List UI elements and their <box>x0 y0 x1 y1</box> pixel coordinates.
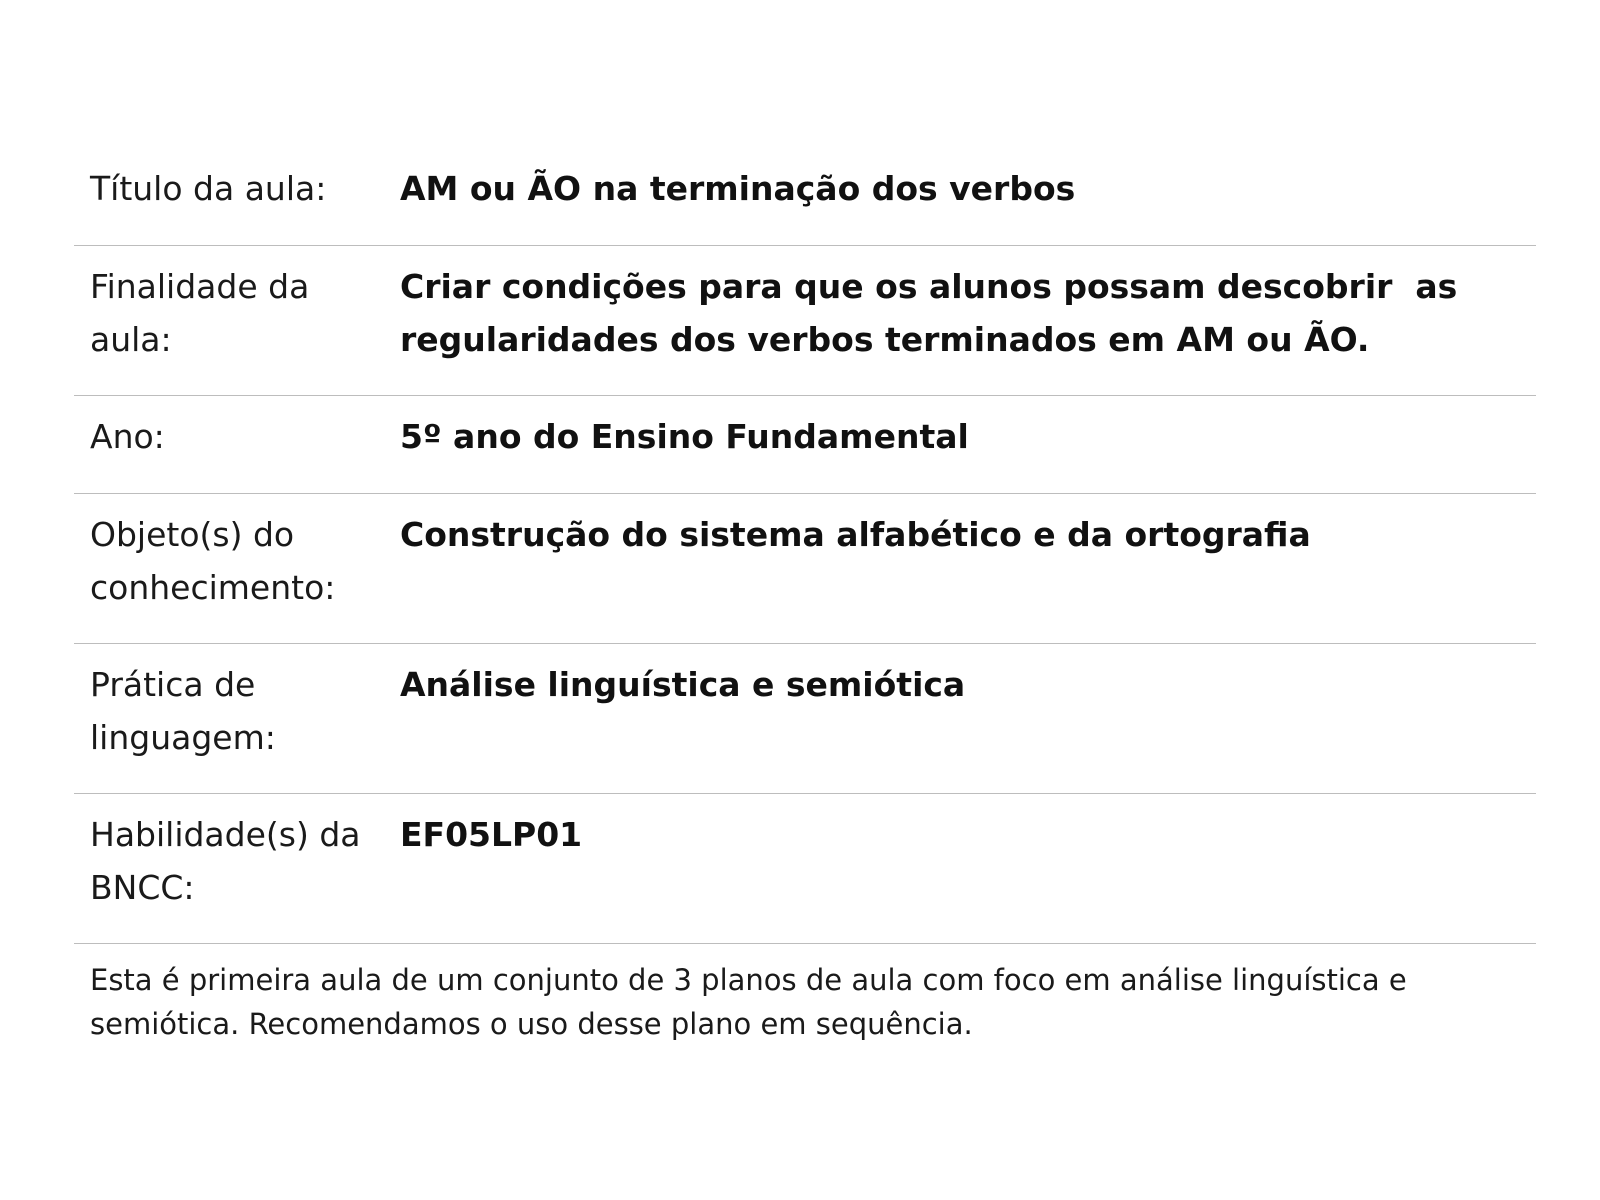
lesson-title-value: AM ou ÃO na terminação dos verbos <box>400 169 1076 208</box>
lesson-plan-table <box>74 148 1536 1046</box>
knowledge-objects-label: Objeto(s) do conhecimento: <box>90 515 336 607</box>
bncc-skills-label: Habilidade(s) da BNCC: <box>90 815 361 907</box>
grade-label: Ano: <box>90 417 165 456</box>
language-practice-value: Análise linguística e semiótica <box>400 665 966 704</box>
row-bncc-skills <box>74 794 1536 944</box>
lesson-purpose-label: Finalidade da aula: <box>90 267 310 359</box>
row-language-practice <box>74 644 1536 794</box>
row-lesson-title <box>74 148 1536 246</box>
knowledge-objects-value: Construção do sistema alfabético e da ortografia <box>400 515 1311 554</box>
lesson-purpose-value: Criar condições para que os alunos possam descobrir as regularidades dos verbos terminados em AM ou ÃO. <box>400 267 1469 359</box>
row-lesson-purpose <box>74 246 1536 396</box>
row-knowledge-objects <box>74 494 1536 644</box>
footnote-text: Esta é primeira aula de um conjunto de 3 planos de aula com foco em análise linguística e semiótica. Recomendamos o uso desse plano em sequência. <box>90 963 1407 1041</box>
bncc-skills-value: EF05LP01 <box>400 815 583 854</box>
lesson-title-label: Título da aula: <box>90 169 327 208</box>
language-practice-label: Prática de linguagem: <box>90 665 276 757</box>
row-grade <box>74 396 1536 494</box>
grade-value: 5º ano do Ensino Fundamental <box>400 417 969 456</box>
